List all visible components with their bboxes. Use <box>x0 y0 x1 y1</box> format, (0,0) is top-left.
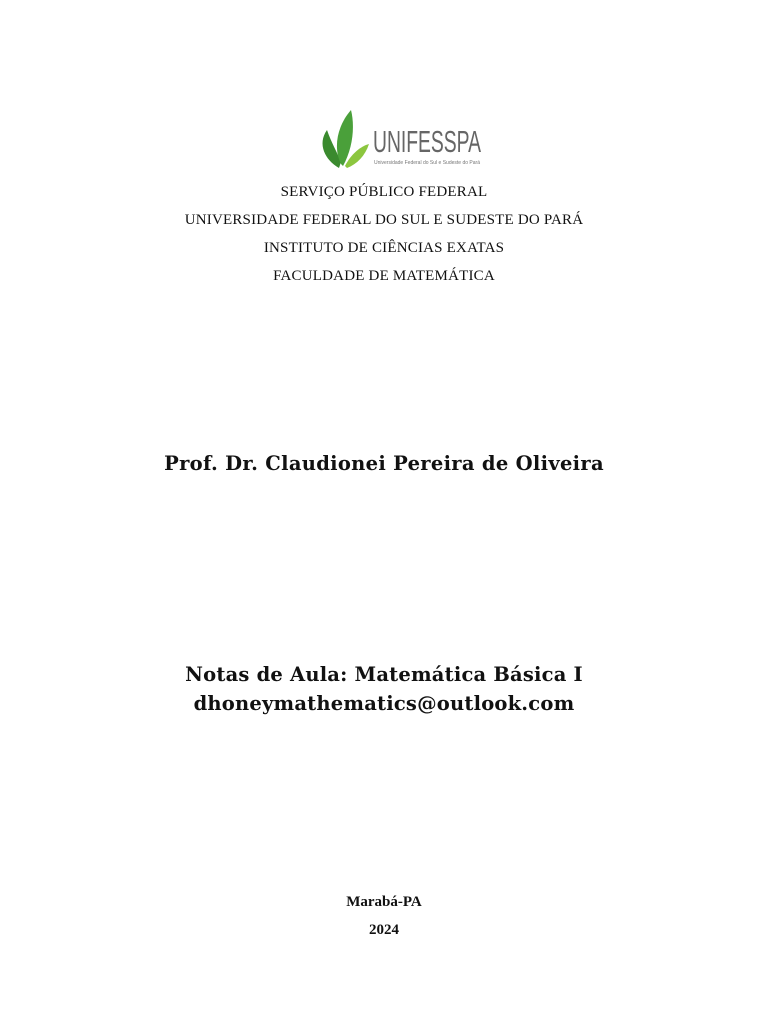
header-line-university: UNIVERSIDADE FEDERAL DO SUL E SUDESTE DO PARÁ <box>184 212 584 228</box>
institution-header <box>0 178 768 290</box>
logo-wordmark: UNIFESSPA <box>373 124 482 159</box>
header-line-service: SERVIÇO PÚBLICO FEDERAL <box>280 184 488 200</box>
university-logo <box>311 104 487 174</box>
author-name: Prof. Dr. Claudionei Pereira de Oliveira <box>164 452 604 475</box>
footer-block <box>0 888 768 944</box>
document-title-block <box>0 660 768 718</box>
logo-tagline: Universidade Federal do Sul e Sudeste do Pará <box>374 160 481 166</box>
footer-year: 2024 <box>369 922 399 938</box>
header-line-institute: INSTITUTO DE CIÊNCIAS EXATAS <box>263 240 505 256</box>
footer-location: Marabá-PA <box>346 894 422 910</box>
header-line-faculty: FACULDADE DE MATEMÁTICA <box>273 268 495 284</box>
contact-email: dhoneymathematics@outlook.com <box>193 692 575 715</box>
document-title: Notas de Aula: Matemática Básica I <box>185 663 583 686</box>
